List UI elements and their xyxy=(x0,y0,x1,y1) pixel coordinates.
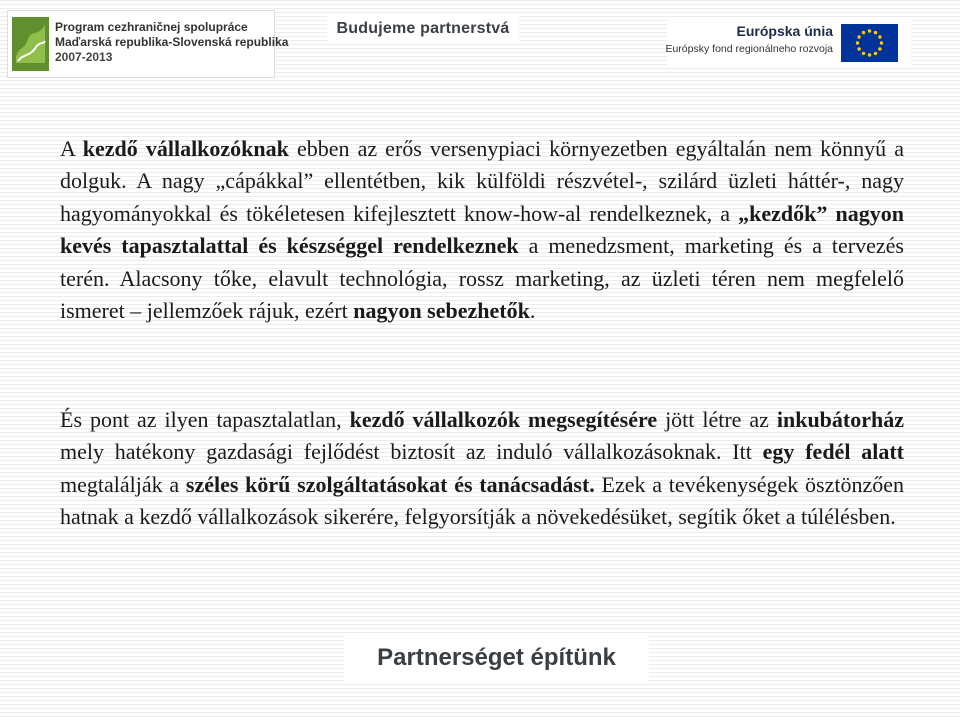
text-run: ebben az erős versenypiaci környezetben egyáltalán nem könnyű a dolguk. A nagy „cápákkal” ellentétben, kik külföldi részvétel-, szilárd üzleti háttér-, nagy hagyományokkal és tökéletesen kifejlesztett know-how-al rendelkeznek, a xyxy=(60,136,904,226)
text-run: mely hatékony gazdasági fejlődést biztosít az induló vállalkozásoknak. Itt xyxy=(60,439,763,465)
program-years: 2007-2013 xyxy=(55,50,113,64)
eu-subtitle: Európsky fond regionálneho rozvoja xyxy=(665,43,833,55)
text-run: a menedzsment, marketing és a tervezés terén. Alacsony tőke, elavult technológia, rossz marketing, az üzleti téren nem megfelelő ismeret – jellemzőek rájuk, ezért xyxy=(60,233,904,324)
bold-phrase: „kezdők” nagyon kevés tapasztalattal és készséggel rendelkeznek xyxy=(60,200,904,259)
bold-phrase: széles körű szolgáltatásokat és tanácsadást. xyxy=(185,471,595,497)
motto-box xyxy=(327,14,519,44)
bold-phrase: nagyon sebezhetők xyxy=(353,298,530,324)
eu-star xyxy=(880,41,883,44)
header-banner xyxy=(0,0,960,82)
footer-slogan: Partnerséget építünk xyxy=(377,644,616,671)
text-run: A xyxy=(60,136,83,161)
eu-star xyxy=(874,31,877,34)
eu-star xyxy=(862,52,865,55)
program-line-1: Program cezhraničnej spolupráce xyxy=(55,20,248,34)
green-region-map-logo xyxy=(12,17,49,71)
bold-phrase: egy fedél alatt xyxy=(762,439,904,465)
motto-text: Budujeme partnerstvá xyxy=(336,20,510,37)
eu-flag-icon xyxy=(841,24,898,62)
eu-star xyxy=(856,41,859,44)
program-line-2: Maďarská republika-Slovenská republika xyxy=(55,35,289,49)
eu-star xyxy=(874,52,877,55)
eu-star xyxy=(857,35,860,38)
eu-logo-box xyxy=(667,19,911,67)
text-run: Ezek a tevékenységek ösztönzően hatnak a kezdő vállalkozások sikerére, felgyorsítják a növekedésüket, segítik őket a túlélésben. xyxy=(60,471,904,530)
eu-star xyxy=(878,47,881,50)
eu-title: Európska únia xyxy=(736,23,833,39)
eu-star xyxy=(878,35,881,38)
bold-phrase: inkubátorház xyxy=(776,407,905,432)
eu-star xyxy=(868,53,871,56)
bold-phrase: kezdő vállalkozók megsegítésére xyxy=(349,407,658,432)
eu-star xyxy=(862,31,865,34)
bold-phrase: kezdő vállalkozóknak xyxy=(82,136,289,161)
text-run: megtalálják a xyxy=(60,471,186,497)
eu-star xyxy=(857,47,860,50)
paragraph-intro xyxy=(60,133,904,327)
program-logo-box xyxy=(7,10,289,78)
program-title xyxy=(55,20,288,65)
text-run: jött létre az xyxy=(657,407,777,432)
eu-star xyxy=(868,29,871,32)
footer-slogan-box xyxy=(344,634,649,682)
text-run: . xyxy=(529,298,536,324)
text-run: És pont az ilyen tapasztalatlan, xyxy=(60,407,350,432)
paragraph-incubator xyxy=(60,404,904,534)
